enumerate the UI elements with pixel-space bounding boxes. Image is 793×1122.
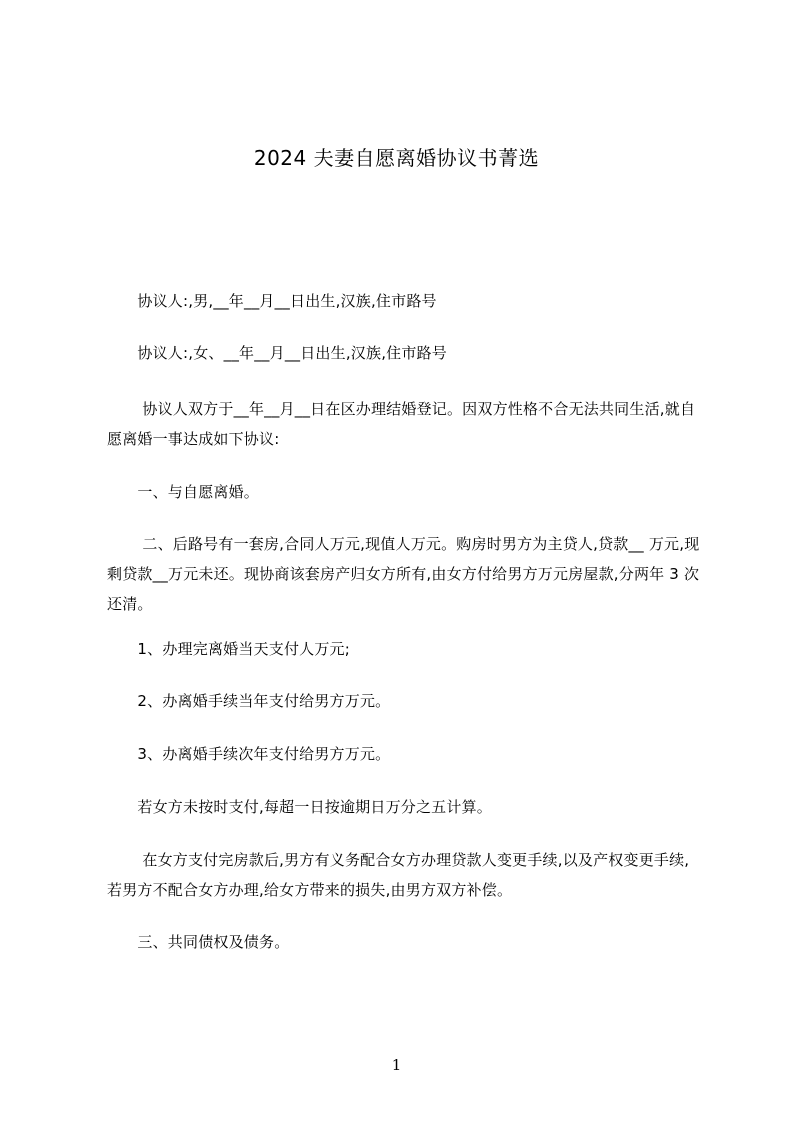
clause-two-paragraph: 二、后路号有一套房,合同人万元,现值人万元。购房时男方为主贷人,贷款__ 万元,现剩贷款__万元未还。现协商该套房产归女方所有,由女方付给男方万元房屋款,分两年 3 次还清。	[107, 535, 700, 613]
document-title: 2024 夫妻自愿离婚协议书菁选	[253, 146, 540, 170]
loan-transfer-paragraph: 在女方支付完房款后,男方有义务配合女方办理贷款人变更手续,以及产权变更手续,若男方不配合女方办理,给女方带来的损失,由男方双方补偿。	[107, 851, 690, 899]
party-male-paragraph: 协议人:,男,__年__月__日出生,汉族,住市路号	[107, 292, 437, 310]
payment-item-2: 2、办离婚手续当年支付给男方万元。	[107, 692, 391, 710]
clause-three-paragraph: 三、共同债权及债务。	[107, 933, 290, 951]
payment-item-1: 1、办理完离婚当天支付人万元;	[107, 640, 350, 658]
late-payment-paragraph: 若女方未按时支付,每超一日按逾期日万分之五计算。	[107, 798, 492, 816]
page-number: 1	[391, 1056, 402, 1074]
payment-item-3: 3、办离婚手续次年支付给男方万元。	[107, 745, 391, 763]
clause-one-paragraph: 一、与自愿离婚。	[107, 483, 260, 501]
party-female-paragraph: 协议人:,女、__年__月__日出生,汉族,住市路号	[107, 344, 447, 362]
marriage-registration-paragraph: 协议人双方于__年__月__日在区办理结婚登记。因双方性格不合无法共同生活,就自愿离婚一事达成如下协议:	[107, 400, 696, 448]
